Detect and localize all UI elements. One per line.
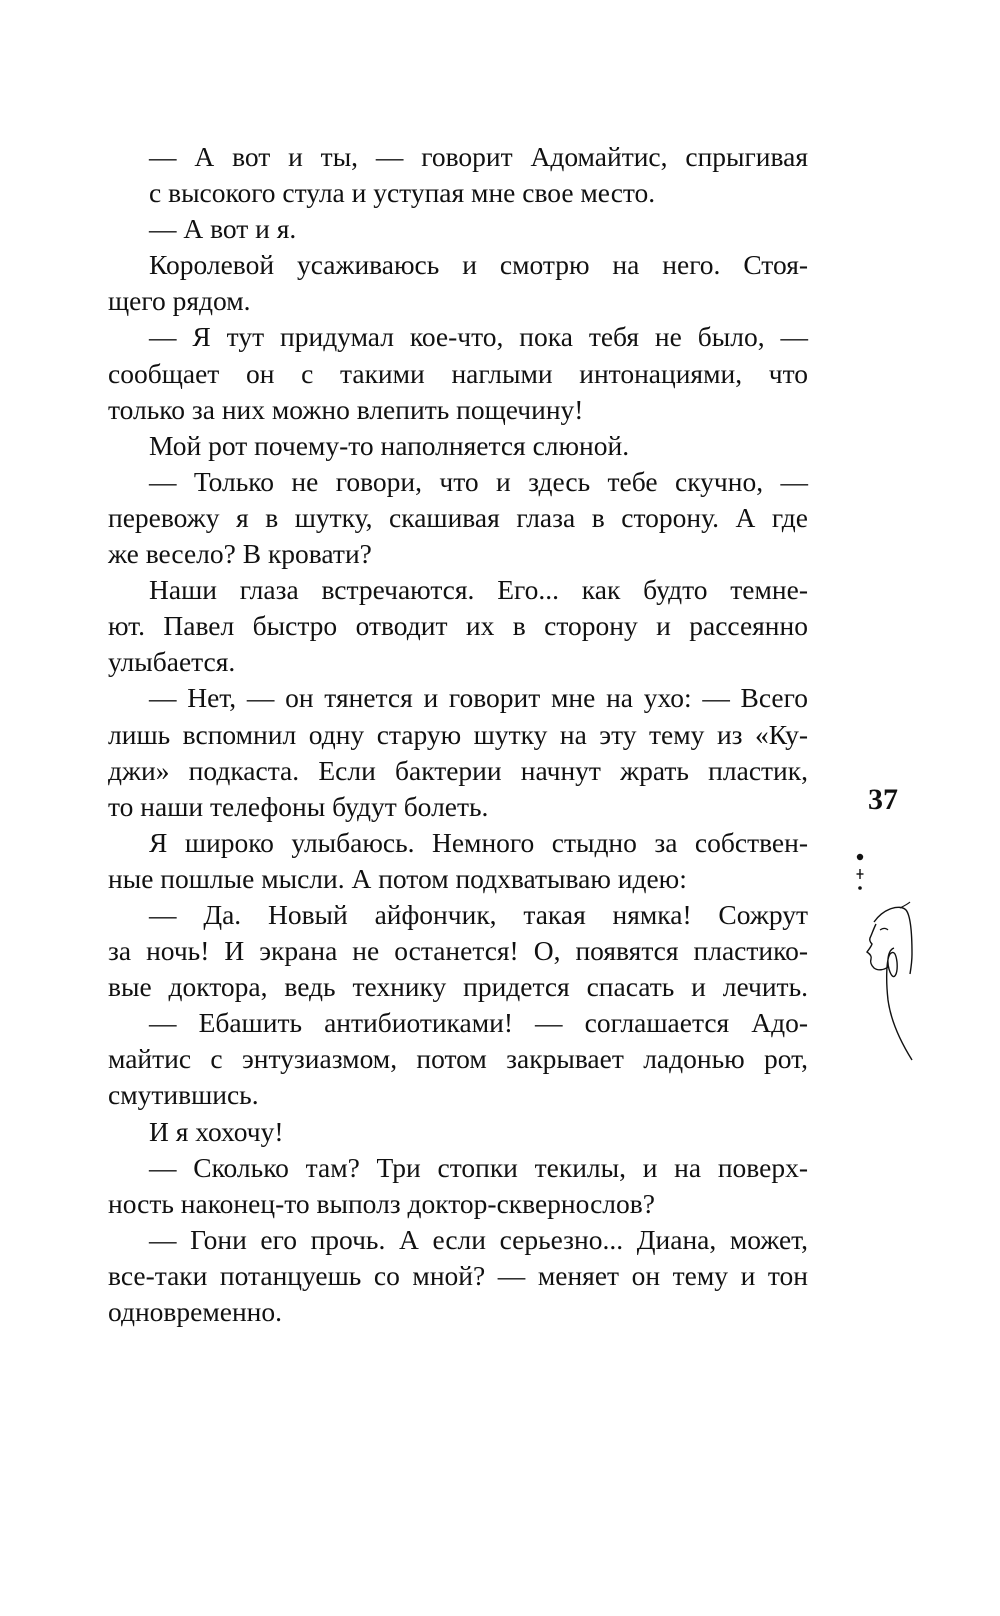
text-line: перевожу я в шутку, скашивая глаза в сторону. А где [108,501,808,533]
face-profile-ornament-icon [850,850,920,1070]
body-text [108,139,808,1330]
text-line: щего рядом. [108,285,251,317]
text-line: одновременно. [108,1296,283,1327]
text-line: улыбается. [108,646,236,678]
text-line: — Только не говори, что и здесь тебе скучно, — [149,465,808,497]
text-line: только за них можно влепить пощечину! [108,393,584,425]
text-line: майтис с энтузиазмом, потом закрывает ладонью рот, [108,1043,808,1075]
text-line: — Ебашить антибиотиками! — соглашается Адо- [149,1007,808,1039]
text-line: Я широко улыбаюсь. Немного стыдно за собствен- [149,826,808,858]
text-line: ные пошлые мысли. А потом подхватываю идею: [108,862,687,894]
text-line: за ночь! И экрана не останется! О, появятся пластико- [108,935,808,967]
text-line: — Я тут придумал кое-что, пока тебя не было, — [149,321,808,353]
text-line: то наши телефоны будут болеть. [108,790,489,822]
text-line: джи» подкаста. Если бактерии начнут жрать пластик, [108,754,808,786]
text-line: Королевой усаживаюсь и смотрю на него. Стоя- [149,249,808,281]
page-number: 37 [868,783,898,816]
text-line: Мой рот почему-то наполняется слюной. [149,429,630,461]
text-line: — Да. Новый айфончик, такая нямка! Сожрут [149,898,808,930]
text-line: — Сколько там? Три стопки текилы, и на поверх- [149,1151,808,1183]
text-line: — Гони его прочь. А если серьезно... Диана, может, [149,1223,808,1255]
text-line: вые доктора, ведь технику придется спасать и лечить. [108,971,808,1003]
text-line: — Нет, — он тянется и говорит мне на ухо: — Всего [149,682,808,714]
text-line: — А вот и ты, — говорит Адомайтис, спрыгивая [149,141,808,172]
text-line: Наши глаза встречаются. Его... как будто темне- [149,574,808,606]
text-line: с высокого стула и уступая мне свое место. [149,177,656,209]
text-line: смутившись. [108,1079,259,1111]
text-line: — А вот и я. [149,213,297,245]
text-line: все-таки потанцуешь со мной? — меняет он тему и тон [108,1259,808,1291]
text-line: ность наконец-то выполз доктор-сквернослов? [108,1187,655,1219]
text-line: ют. Павел быстро отводит их в сторону и рассеянно [108,610,808,642]
text-line: И я хохочу! [149,1115,284,1147]
text-line: лишь вспомнил одну старую шутку на эту тему из «Ку- [108,718,808,750]
text-line: же весело? В кровати? [108,538,372,570]
text-line: сообщает он с такими наглыми интонациями, что [108,357,808,389]
